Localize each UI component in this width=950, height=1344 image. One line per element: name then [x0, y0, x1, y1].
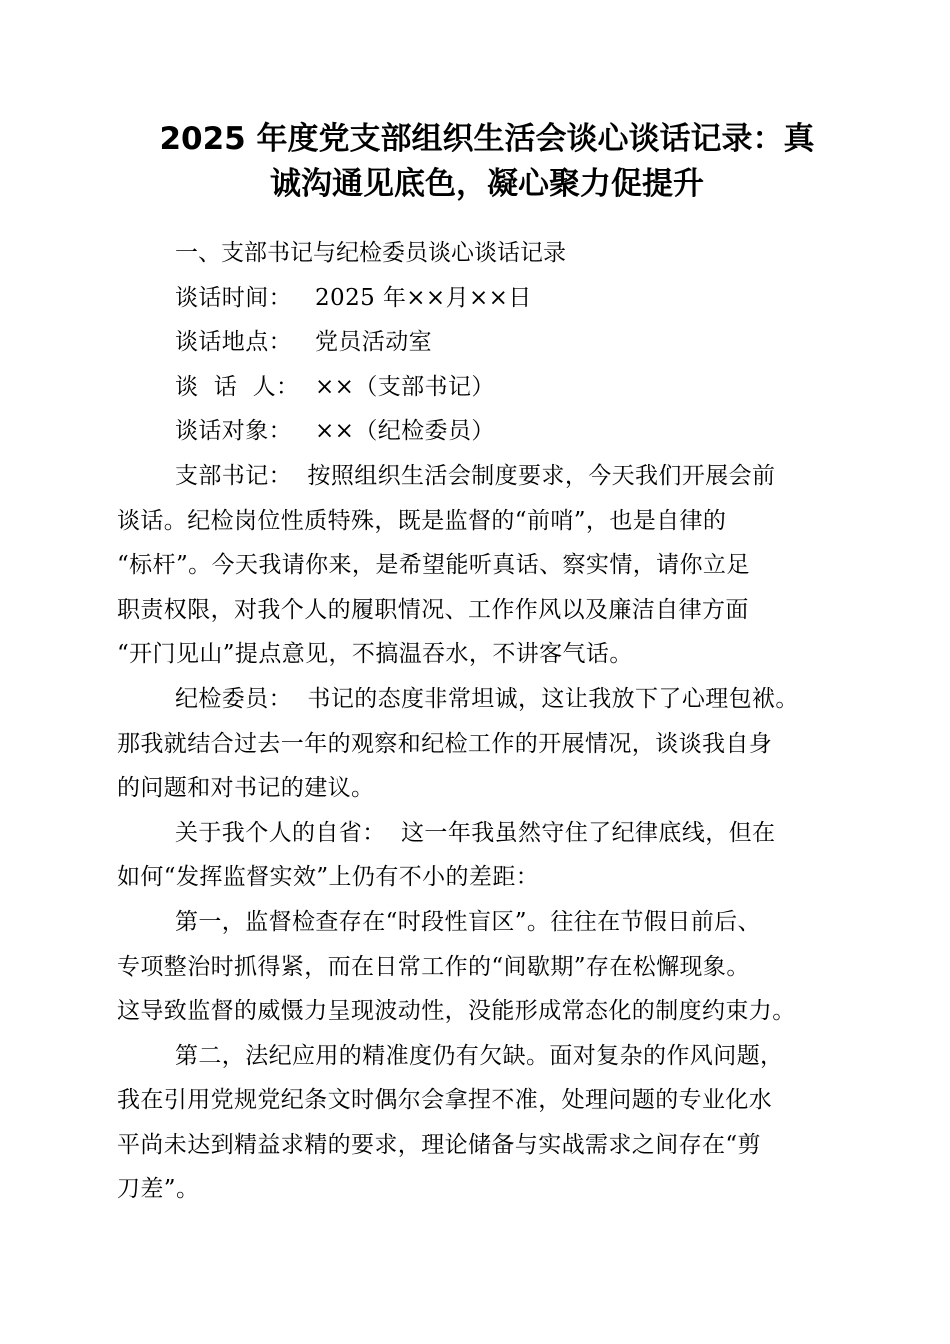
paragraph-line: 这导致监督的威慑力呈现波动性，没能形成常态化的制度约束力。	[117, 998, 796, 1025]
paragraph	[117, 1034, 857, 1212]
meta-value: 2025 年××月××日	[315, 284, 532, 311]
meta-label: 谈话对象：	[175, 418, 292, 445]
section-heading: 一、支部书记与纪检委员谈心谈话记录	[175, 240, 566, 266]
paragraph-line: 我在引用党规党纪条文时偶尔会拿捏不准，处理问题的专业化水	[117, 1087, 773, 1114]
paragraph-line: 如何“发挥监督实效”上仍有不小的差距：	[117, 864, 540, 891]
paragraph-line: 的问题和对书记的建议。	[117, 775, 375, 802]
paragraph-line: 第一，监督检查存在“时段性盲区”。往往在节假日前后、	[175, 908, 761, 935]
meta-label: 谈话时间：	[175, 284, 292, 311]
paragraph-line: “标杆”。今天我请你来，是希望能听真话、察实情，请你立足	[117, 552, 750, 579]
paragraph-line: 纪检委员： 书记的态度非常坦诚，这让我放下了心理包袱。	[175, 685, 799, 712]
document-title	[107, 117, 867, 207]
meta-row	[117, 320, 857, 365]
paragraph-line: 职责权限，对我个人的履职情况、工作作风以及廉洁自律方面	[117, 596, 749, 623]
paragraph-line: 那我就结合过去一年的观察和纪检工作的开展情况，谈谈我自身	[117, 730, 773, 757]
paragraph	[117, 900, 857, 1034]
document-page	[117, 117, 857, 1212]
paragraph-line: 刀差”。	[117, 1176, 200, 1203]
document-body	[117, 454, 857, 1212]
paragraph-line: 关于我个人的自省： 这一年我虽然守住了纪律底线，但在	[175, 819, 776, 846]
paragraph-line: “开门见山”提点意见，不搞温吞水，不讲客气话。	[117, 641, 633, 668]
meta-row	[117, 365, 857, 410]
paragraph-line: 支部书记： 按照组织生活会制度要求，今天我们开展会前	[175, 462, 776, 489]
paragraph	[117, 454, 857, 677]
paragraph-line: 专项整治时抓得紧，而在日常工作的“间歇期”存在松懈现象。	[117, 953, 750, 980]
meta-value: 党员活动室	[315, 329, 432, 356]
paragraph-line: 第二，法纪应用的精准度仍有欠缺。面对复杂的作风问题，	[175, 1042, 784, 1069]
meta-value: ××（纪检委员）	[315, 418, 495, 445]
paragraph	[117, 677, 857, 811]
title-line: 2025 年度党支部组织生活会谈心谈话记录：真	[159, 121, 815, 157]
paragraph-line: 谈话。纪检岗位性质特殊，既是监督的“前哨”，也是自律的	[117, 507, 727, 534]
paragraph-line: 平尚未达到精益求精的要求，理论储备与实战需求之间存在“剪	[117, 1131, 761, 1158]
title-line: 诚沟通见底色，凝心聚力促提升	[270, 166, 704, 202]
paragraph	[117, 811, 857, 900]
meta-label: 谈 话 人：	[175, 373, 300, 400]
meta-value: ××（支部书记）	[315, 373, 495, 400]
meta-label: 谈话地点：	[175, 329, 292, 356]
meta-list	[117, 276, 857, 454]
meta-row	[117, 409, 857, 454]
meta-row	[117, 276, 857, 321]
